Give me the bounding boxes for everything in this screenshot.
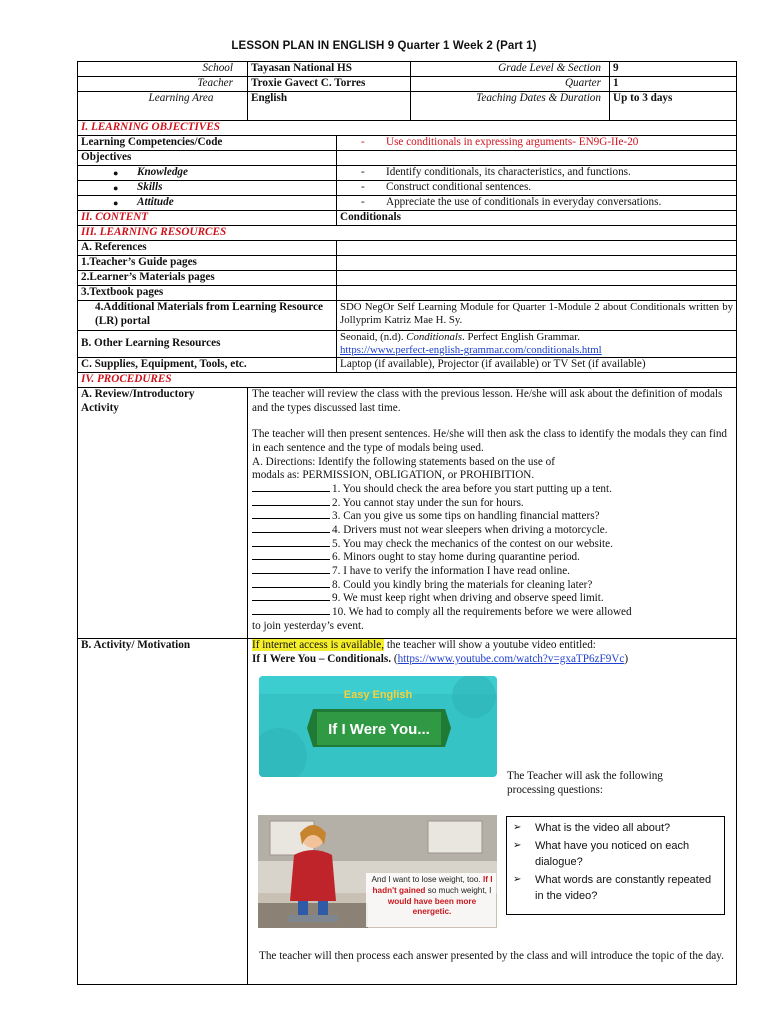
resources-heading: III. LEARNING RESOURCES	[78, 226, 737, 241]
objectives-heading: I. LEARNING OBJECTIVES	[78, 121, 737, 136]
other-resources-title: Conditionals	[406, 331, 463, 343]
review-label: A. Review/Introductory Activity	[81, 388, 195, 414]
attitude-text: Appreciate the use of conditionals in everyday conversations.	[386, 196, 662, 208]
quarter-label: Quarter	[564, 77, 601, 89]
youtube-link[interactable]: https://www.youtube.com/watch?v=gxaTP6zF9Vc	[397, 652, 625, 665]
question-2: What have you noticed on each dialogue?	[535, 840, 690, 869]
procedures-heading: IV. PROCEDURES	[78, 373, 737, 388]
area-label: Learning Area	[78, 92, 248, 121]
references-label: A. References	[78, 241, 337, 256]
subtitle-part-3: hadn't gained	[372, 885, 426, 895]
video-thumbnail[interactable]	[259, 676, 497, 777]
supplies-label: C. Supplies, Equipment, Tools, etc.	[78, 358, 337, 373]
grade-label: Grade Level & Section	[498, 62, 601, 74]
bullet-icon: ●	[113, 168, 119, 178]
other-resources-source: . Perfect English Grammar.	[462, 331, 580, 343]
area-value: English	[248, 92, 411, 120]
page-title: LESSON PLAN IN ENGLISH 9 Quarter 1 Week 2 (Part 1)	[231, 40, 537, 52]
dates-label: Teaching Dates & Duration	[476, 92, 601, 104]
skills-text: Construct conditional sentences.	[386, 181, 532, 193]
subtitle-part-5: would have been more energetic.	[387, 896, 477, 917]
grade-value: 9	[610, 62, 737, 77]
review-item-tail: to join yesterday’s event.	[252, 619, 364, 632]
objectives-label: Objectives	[78, 151, 337, 166]
lm-label: 2.Learner’s Materials pages	[78, 271, 337, 286]
review-item: 5. You may check the mechanics of the contest on our website.	[252, 538, 732, 552]
question-3: What words are constantly repeated in the video?	[535, 874, 712, 903]
answer-blank[interactable]	[252, 497, 330, 506]
content-value: Conditionals	[337, 211, 737, 226]
competency-value: Use conditionals in expressing arguments- EN9G-IIe-20	[386, 136, 639, 148]
attitude-label: Attitude	[137, 196, 174, 208]
content-heading: II. CONTENT	[78, 211, 337, 226]
review-directions-1: A. Directions: Identify the following statements based on the use of	[252, 455, 555, 468]
review-directions-2: modals as: PERMISSION, OBLIGATION, or PROHIBITION.	[252, 469, 535, 482]
school-value: Tayasan National HS	[248, 62, 411, 76]
review-item: 4. Drivers must not wear sleepers when driving a motorcycle.	[252, 524, 732, 538]
subtitle-part-1: And I want to lose weight, too.	[371, 875, 481, 885]
closing-text: The teacher will then process each answer presented by the class and will introduce the topic of the day.	[259, 950, 724, 963]
review-item: 9. We must keep right when driving and observe speed limit.	[252, 592, 732, 606]
other-resources-author: Seonaid, (n.d).	[340, 331, 407, 343]
review-label-cell	[78, 388, 248, 639]
review-item: 10. We had to comply all the requirements before we were allowed	[252, 606, 732, 620]
teacher-label: Teacher	[78, 77, 248, 92]
review-item: 3. Can you give us some tips on handling financial matters?	[252, 510, 732, 524]
tb-label: 3.Textbook pages	[78, 286, 337, 301]
internet-highlight: If internet access is available,	[252, 639, 385, 651]
answer-blank[interactable]	[252, 524, 330, 533]
supplies-value: Laptop (if available), Projector (if available) or TV Set (if available)	[337, 358, 737, 373]
review-item: 1. You should check the area before you start putting up a tent.	[252, 483, 732, 497]
perfect-english-link[interactable]: https://www.perfect-english-grammar.com/conditionals.html	[340, 344, 602, 357]
easy-english-logo: Easy English	[343, 689, 413, 702]
answer-blank[interactable]	[252, 592, 330, 601]
review-p2: The teacher will then present sentences. He/she will then ask the class to identify the modals they can find in each sentence and the type of modals being used.	[252, 428, 728, 454]
activity-intro: the teacher will show a youtube video entitled:	[384, 639, 596, 651]
processing-text: The Teacher will ask the following processing questions:	[507, 770, 663, 797]
answer-blank[interactable]	[252, 565, 330, 574]
quarter-value: 1	[610, 77, 737, 92]
arrow-bullet-icon: ➢	[513, 822, 522, 834]
answer-blank[interactable]	[252, 551, 330, 560]
lesson-plan-table: School Tayasan National HS Grade Level & Section 9 Teacher Troxie Gavect C. Torres Quarter 1 Learning Area English Teaching Dates & Duration Up to 3 days I. LEARNING OBJECTIVES Learning Competencies/Code - Use conditionals in expressing arguments- EN9G-IIe-20 Objectives ● Knowledge - Identify conditionals, its characteristics, and functions. ● Skills - Construct conditional sentences. ● Attitude - Appreciate the use of conditionals in everyday conversations. II. CONTENT Conditionals III. LEARNING RESOURCES A. References 1.Teacher’s Guide pages 2.Learner’s Materials pages 3.Textbook pages 4.Additional Materials from Learning Resource (LR) portal SDO NegOr Self Learning Module for Quarter 1-Module 2 about Conditionals written by Jollyprim Katriz Mae H. Sy. B. Other Learning Resources Seonaid, (n.d). Conditionals. Perfect English Grammar. https://www.perfect-english-grammar.com/conditionals.html C. Supplies, Equipment, Tools, etc. Laptop (if available), Projector (if available) or TV Set (if available) IV. PROCEDURES A. Review/Introductory Activity The teacher will review the class with the previous lesson. He/she will ask about the definition of modals and the types discussed last time. The teacher will then present sentences. He/she will then ask the class to identify the modals they can find in each sentence and the type of modals being used. A. Directions: Identify the following statements based on the use of modals as: PERMISSION, OBLIGATION, or PROHIBITION. 1. You should check the area before you start putting up a tent. 2. You cannot stay under the sun for hours. 3. Can you give us some tips on handling financial matters? 4. Drivers must not wear sleepers when driving a motorcycle. 5. You may check the mechanics of the contest on our website. 6. Minors ought to stay home during quarantine period. 7. I have to verify the information I have read online. 8. Could you kindly bring the materials for cleaning later? 9. We must keep right when driving and observe speed limit. 10. We had to comply all the requirements before we were allowed to join yesterday’s event. B. Activity/ Motivation If internet access is available, the teacher will show a youtube video entitled: If I Were You – Conditionals. (https://www.youtube.com/watch?v=gxaTP6zF9Vc) Easy English If I Were You... And I want to lose weight, too. If I hadn't gained so much weight, I would have been more energetic. The Teacher will ask the following processing questions: ➢ What is the video all about? ➢ What have you noticed on each dialogue? ➢ What words are constantly repeated in the video? The teacher will then process each answer presented by the class and will introduce the topic of the day.	[77, 61, 737, 985]
review-item: 7. I have to verify the information I have read online.	[252, 565, 732, 579]
knowledge-text: Identify conditionals, its characteristics, and functions.	[386, 166, 631, 178]
answer-blank[interactable]	[252, 538, 330, 547]
bullet-icon: ●	[113, 198, 119, 208]
additional-materials-value: SDO NegOr Self Learning Module for Quarter 1-Module 2 about Conditionals written by Jollyprim Katriz Mae H. Sy.	[337, 301, 737, 331]
knowledge-label: Knowledge	[137, 166, 188, 178]
video-title: If I Were You – Conditionals.	[252, 652, 392, 665]
activity-label: B. Activity/ Motivation	[78, 639, 248, 985]
question-1: What is the video all about?	[535, 822, 671, 835]
tg-label: 1.Teacher’s Guide pages	[78, 256, 337, 271]
review-item: 8. Could you kindly bring the materials for cleaning later?	[252, 579, 732, 593]
teacher-value: Troxie Gavect C. Torres	[248, 77, 411, 91]
review-p1: The teacher will review the class with the previous lesson. He/she will ask about the definition of modals and the types discussed last time.	[252, 388, 723, 414]
school-label: School	[78, 62, 248, 77]
video-still	[258, 815, 497, 928]
arrow-bullet-icon: ➢	[513, 874, 522, 886]
subtitle-part-2: If I	[482, 875, 493, 885]
thumb-title: If I Were You...	[328, 721, 430, 739]
skills-label: Skills	[137, 181, 163, 193]
answer-blank[interactable]	[252, 510, 330, 519]
answer-blank[interactable]	[252, 483, 330, 492]
review-item: 6. Minors ought to stay home during quarantine period.	[252, 551, 732, 565]
answer-blank[interactable]	[252, 606, 330, 615]
arrow-bullet-icon: ➢	[513, 840, 522, 852]
dates-value: Up to 3 days	[610, 92, 737, 121]
processing-questions-box	[506, 816, 725, 915]
additional-materials-label: 4.Additional Materials from Learning Resource (LR) portal	[78, 301, 337, 331]
other-resources-label: B. Other Learning Resources	[78, 331, 337, 358]
bullet-icon: ●	[113, 183, 119, 193]
subtitle-part-4: so much weight, I	[427, 885, 492, 895]
review-item: 2. You cannot stay under the sun for hours.	[252, 497, 732, 511]
answer-blank[interactable]	[252, 579, 330, 588]
competency-label: Learning Competencies/Code	[78, 136, 337, 151]
